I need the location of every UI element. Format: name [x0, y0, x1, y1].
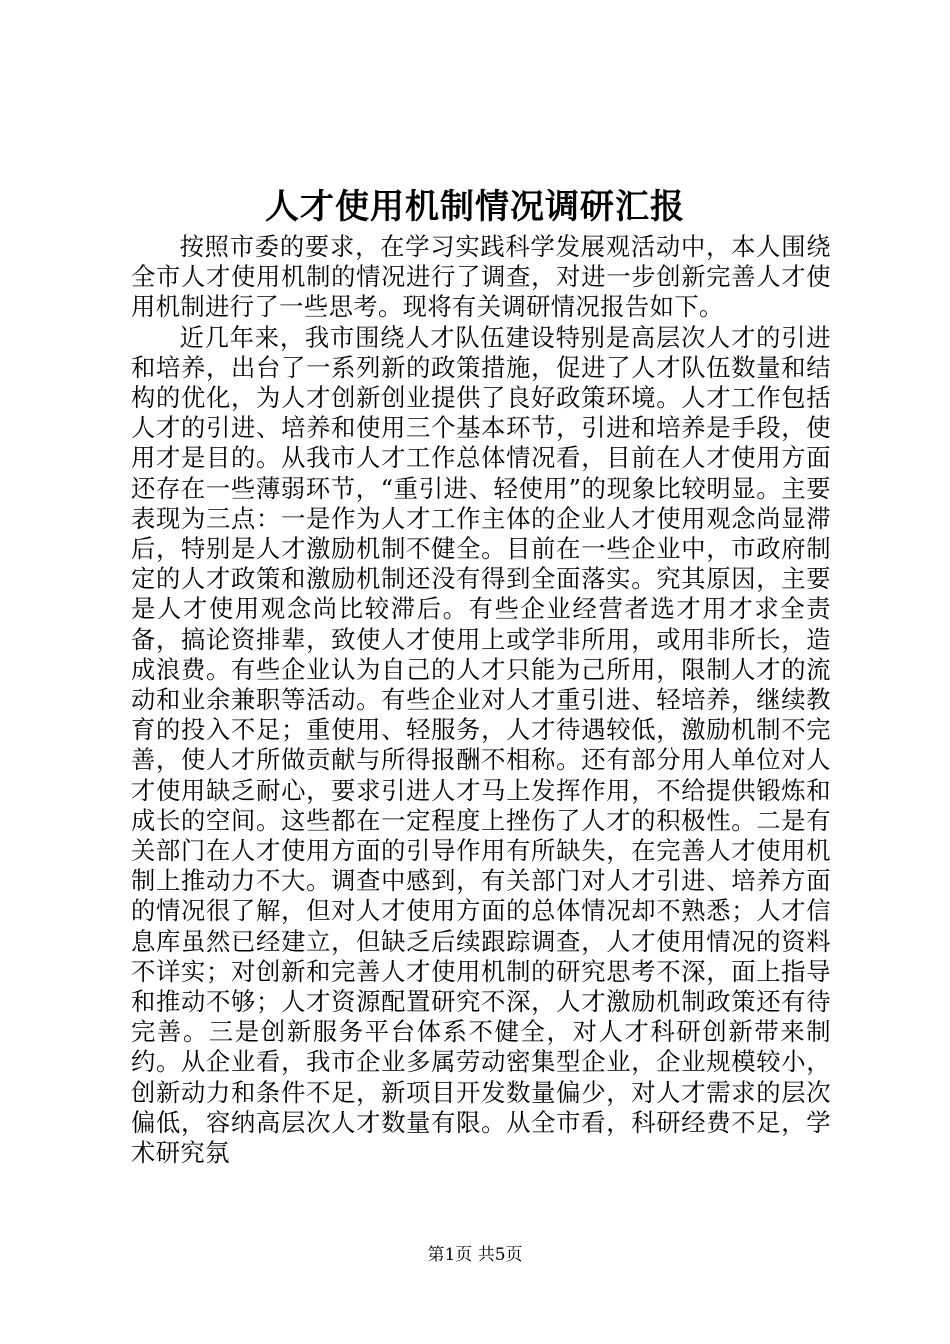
document-title: 人才使用机制情况调研汇报 [265, 187, 685, 227]
page-footer: 第1页 共5页 [427, 1245, 523, 1265]
document-body [131, 232, 831, 1168]
paragraph-main: 近几年来，我市围绕人才队伍建设特别是高层次人才的引进和培养，出台了一系列新的政策措施，促进了人才队伍数量和结构的优化，为人才创新创业提供了良好政策环境。人才工作包括人才的引进、培养和使用三个基本环节，引进和培养是手段，使用才是目的。从我市人才工作总体情况看，目前在人才使用方面还存在一些薄弱环节，“重引进、轻使用”的现象比较明显。主要表现为三点：一是作为人才工作主体的企业人才使用观念尚显滞后，特别是人才激励机制不健全。目前在一些企业中，市政府制定的人才政策和激励机制还没有得到全面落实。究其原因，主要是人才使用观念尚比较滞后。有些企业经营者选才用才求全责备，搞论资排辈，致使人才使用上或学非所用，或用非所长，造成浪费。有些企业认为自己的人才只能为己所用，限制人才的流动和业余兼职等活动。有些企业对人才重引进、轻培养，继续教育的投入不足；重使用、轻服务，人才待遇较低，激励机制不完善，使人才所做贡献与所得报酬不相称。还有部分用人单位对人才使用缺乏耐心，要求引进人才马上发挥作用，不给提供锻炼和成长的空间。这些都在一定程度上挫伤了人才的积极性。二是有关部门在人才使用方面的引导作用有所缺失，在完善人才使用机制上推动力不大。调查中感到，有关部门对人才引进、培养方面的情况很了解，但对人才使用方面的总体情况却不熟悉；人才信息库虽然已经建立，但缺乏后续跟踪调查，人才使用情况的资料不详实；对创新和完善人才使用机制的研究思考不深，面上指导和推动不够；人才资源配置研究不深，人才激励机制政策还有待完善。三是创新服务平台体系不健全，对人才科研创新带来制约。从企业看，我市企业多属劳动密集型企业，企业规模较小，创新动力和条件不足，新项目开发数量偏少，对人才需求的层次偏低，容纳高层次人才数量有限。从全市看，科研经费不足，学术研究氛 [131, 322, 831, 1168]
paragraph-intro: 按照市委的要求，在学习实践科学发展观活动中，本人围绕全市人才使用机制的情况进行了调查，对进一步创新完善人才使用机制进行了一些思考。现将有关调研情况报告如下。 [131, 232, 831, 322]
